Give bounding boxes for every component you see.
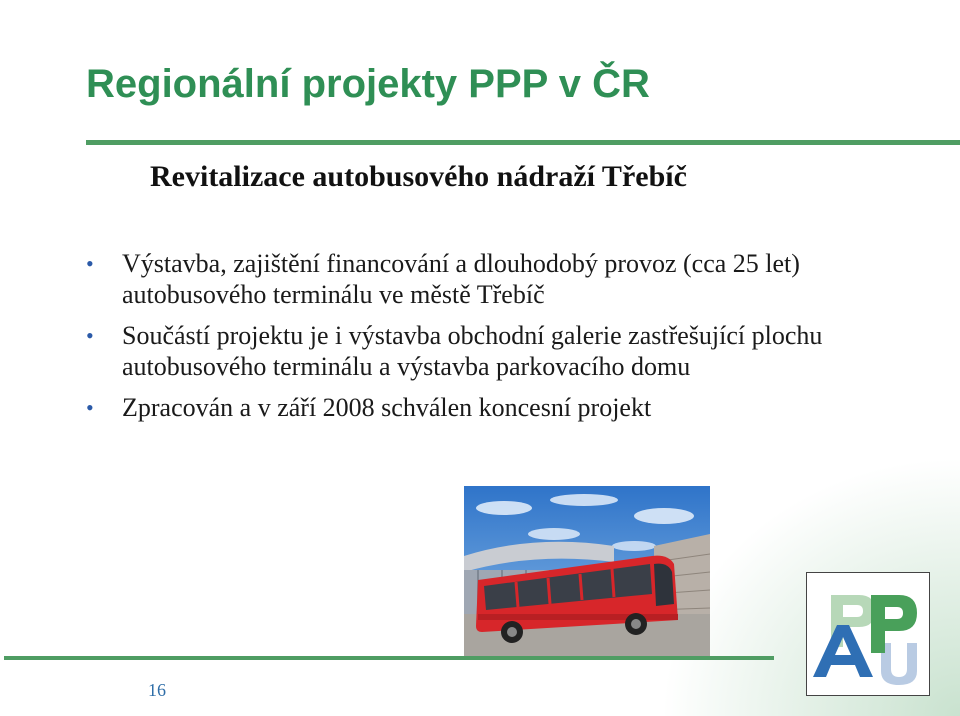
bus-photo-image (464, 486, 710, 660)
bullet-text: Výstavba, zajištění financování a dlouhodobý provoz (cca 25 let) autobusového terminálu ve městě Třebíč (122, 249, 800, 309)
title-divider (86, 140, 960, 145)
footer-divider (4, 656, 774, 660)
bullet-item-3 (86, 392, 886, 423)
bus-photo (464, 486, 710, 660)
bullet-item-2 (86, 320, 886, 382)
bullet-text: Součástí projektu je i výstavba obchodní galerie zastřešující plochu autobusového terminálu a výstavba parkovacího domu (122, 321, 823, 381)
bullet-text: Zpracován a v září 2008 schválen koncesní projekt (122, 393, 652, 422)
ppp-logo (806, 572, 930, 696)
page-number: 16 (148, 680, 166, 700)
bullet-list (86, 248, 886, 433)
bullet-icon: • (86, 251, 94, 276)
slide-subtitle: Revitalizace autobusového nádraží Třebíč (150, 160, 687, 193)
ppp-logo-icon (807, 573, 929, 695)
slide-title: Regionální projekty PPP v ČR (86, 62, 650, 106)
bullet-item-1 (86, 248, 886, 310)
bullet-icon: • (86, 395, 94, 420)
bullet-icon: • (86, 323, 94, 348)
